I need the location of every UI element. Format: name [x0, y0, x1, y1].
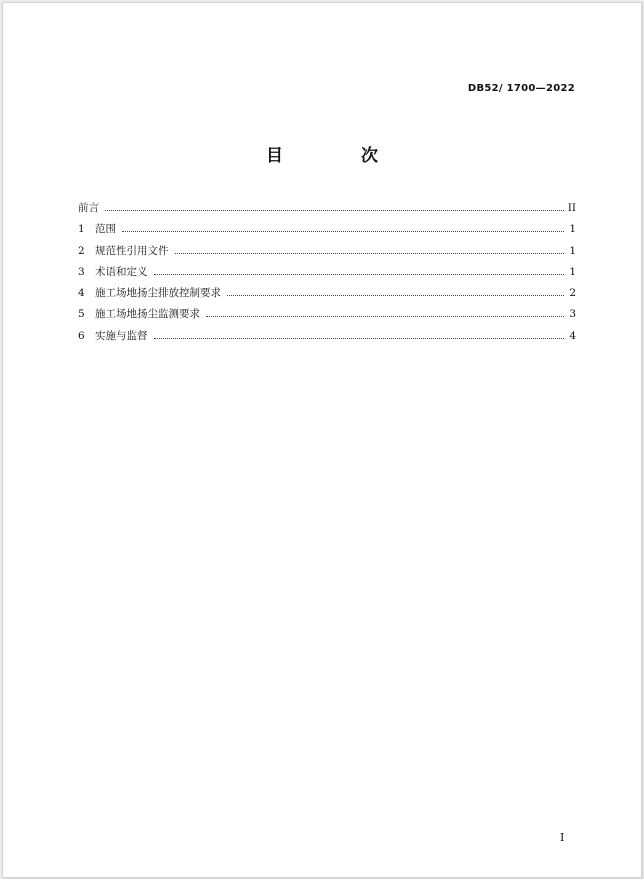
toc-entry-label: 范围	[95, 223, 116, 236]
toc-entry-4[interactable]	[78, 283, 576, 304]
toc-dot-leader	[105, 198, 564, 211]
toc-entry-number: 5	[78, 308, 85, 321]
page-title: 目 次	[266, 146, 414, 166]
toc-entry-number: 6	[78, 329, 85, 342]
toc-entry-page: 4	[569, 329, 576, 342]
standard-code: DB52/ 1700—2022	[467, 83, 575, 94]
toc-dot-leader	[154, 326, 565, 339]
toc-entry-5[interactable]	[78, 304, 576, 325]
toc-dot-leader	[122, 219, 564, 232]
toc-entry-page: 2	[569, 287, 576, 300]
toc-entry-1[interactable]	[78, 219, 576, 240]
toc-entry-number: 4	[78, 287, 85, 300]
toc-entry-page: 1	[569, 223, 576, 236]
toc-entry-3[interactable]	[78, 262, 576, 283]
toc-dot-leader	[206, 304, 564, 317]
toc-entry-label: 实施与监督	[95, 329, 148, 342]
document-page	[2, 2, 642, 878]
toc-entry-page: II	[567, 202, 576, 214]
toc-entry-preface[interactable]	[78, 198, 576, 219]
table-of-contents	[78, 198, 576, 347]
toc-entry-label: 术语和定义	[95, 265, 148, 278]
toc-dot-leader	[227, 283, 564, 296]
toc-entry-page: 3	[569, 308, 576, 321]
toc-entry-label: 施工场地扬尘排放控制要求	[95, 287, 221, 300]
toc-dot-leader	[175, 241, 565, 254]
toc-entry-page: 1	[569, 244, 576, 257]
toc-entry-label: 前言	[78, 202, 99, 214]
toc-dot-leader	[154, 262, 565, 275]
toc-entry-number: 2	[78, 244, 85, 257]
page-number: I	[560, 831, 565, 844]
toc-entry-label: 施工场地扬尘监测要求	[95, 308, 200, 321]
toc-entry-page: 1	[569, 265, 576, 278]
toc-entry-number: 3	[78, 265, 85, 278]
toc-entry-label: 规范性引用文件	[95, 244, 169, 257]
toc-entry-number: 1	[78, 223, 85, 236]
toc-entry-6[interactable]	[78, 326, 576, 347]
toc-entry-2[interactable]	[78, 241, 576, 262]
